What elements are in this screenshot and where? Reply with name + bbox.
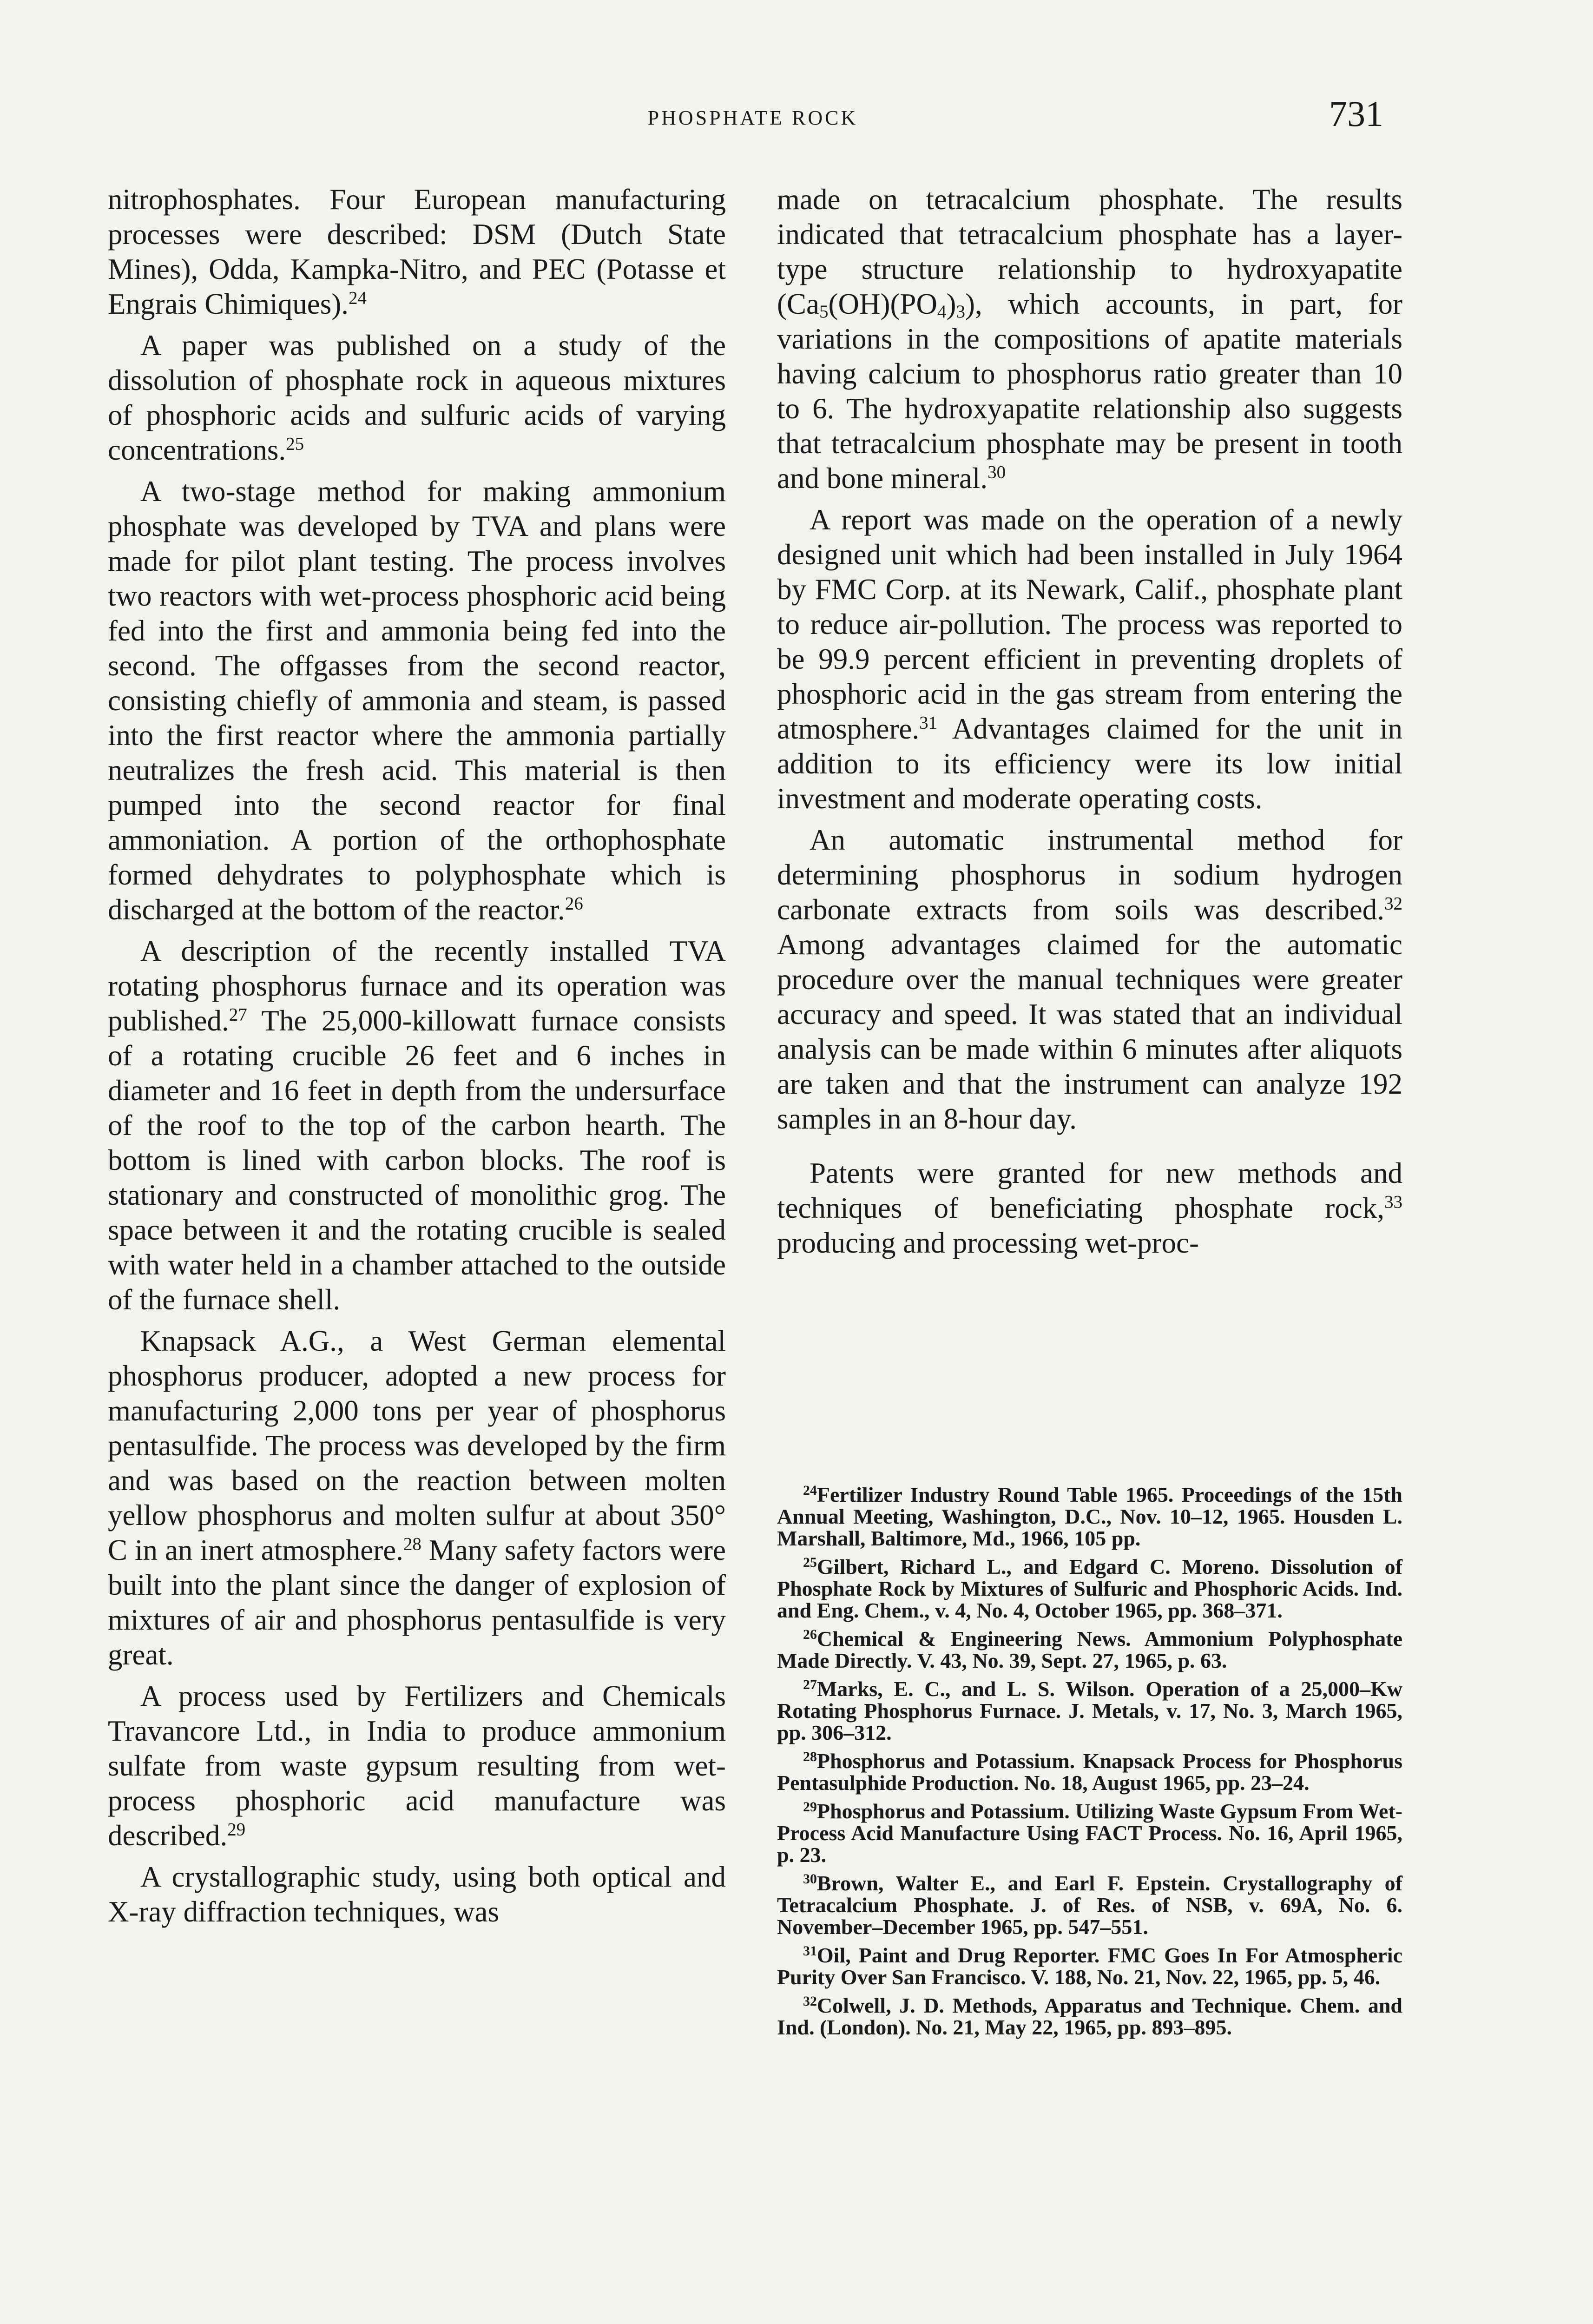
paragraph: A two-stage method for making ammonium phosphate was developed by TVA and plans were made for pilot plant testing. The process involves two reactors with wet-process phosphoric acid being fed into the first and ammonia being fed into the second. The offgasses from the second reactor, consisting chiefly of ammonia and steam, is passed into the first reactor where the ammonia partially neutralizes the fresh acid. This material is then pumped into the second reactor for final ammoniation. A portion of the orthophosphate formed dehydrates to polyphosphate which is discharged at the bottom of the reactor.$^{26}$ <box>108 475 726 926</box>
paragraph: A report was made on the operation of a newly designed unit which had been installed in July 1964 by FMC Corp. at its Newark, Calif., phosphate plant to reduce air-pollution. The process was reported to be 99.9 percent efficient in preventing droplets of phosphoric acid in the gas stream from entering the atmosphere.$^{31}$ Advantages claimed for the unit in addition to its efficiency were its low initial investment and moderate operating costs. <box>777 503 1402 815</box>
footnote-ref: 30 <box>987 462 1006 482</box>
paragraph: nitrophosphates. Four European manufacturing processes were described: DSM (Dutch State Mines), Odda, Kampka-Nitro, and PEC (Potasse et Engrais Chimiques).$^{24}$ <box>108 183 726 320</box>
paragraph: A process used by Fertilizers and Chemicals Travancore Ltd., in India to produce ammonium sulfate from waste gypsum resulting from wet-process phosphoric acid manufacture was described.$^{29}$ <box>108 1680 726 1852</box>
footnote-ref: 31 <box>919 713 938 733</box>
footnote-ref: 32 <box>1384 893 1402 914</box>
footnote-ref: 26 <box>565 893 583 914</box>
left-column <box>108 182 726 1936</box>
paragraph: Patents were granted for new methods and techniques of beneficiating phosphate rock,$^{33}$ producing and processing wet-proc- <box>777 1157 1402 1259</box>
footnote: $^{30}$Brown, Walter E., and Earl F. Epstein. Crystallography of Tetracalcium Phosphate. J. of Res. of NSB, v. 69A, No. 6. November–December 1965, pp. 547–551. <box>777 1871 1402 1939</box>
paragraph: A crystallographic study, using both optical and X-ray diffraction techniques, was <box>108 1861 726 1928</box>
footnote-ref: 28 <box>403 1534 421 1554</box>
running-title: PHOSPHATE ROCK <box>647 106 858 129</box>
footnote: $^{31}$Oil, Paint and Drug Reporter. FMC Goes In For Atmospheric Purity Over San Francisco. V. 188, No. 21, Nov. 22, 1965, pp. 5, 46. <box>777 1943 1402 1989</box>
page-header <box>0 93 1593 149</box>
footnote: $^{27}$Marks, E. C., and L. S. Wilson. Operation of a 25,000–Kw Rotating Phosphorus Furnace. J. Metals, v. 17, No. 3, March 1965, pp. 306–312. <box>777 1677 1402 1744</box>
page-number: 731 <box>1329 93 1383 134</box>
footnote: $^{24}$Fertilizer Industry Round Table 1965. Proceedings of the 15th Annual Meeting, Washington, D.C., Nov. 10–12, 1965. Housden L. Marshall, Baltimore, Md., 1966, 105 pp. <box>777 1483 1402 1550</box>
footnote: $^{32}$Colwell, J. D. Methods, Apparatus and Technique. Chem. and Ind. (London). No. 21, May 22, 1965, pp. 893–895. <box>777 1994 1402 2039</box>
paragraph: A description of the recently installed TVA rotating phosphorus furnace and its operation was published.$^{27}$ The 25,000-killowatt furnace consists of a rotating crucible 26 feet and 6 inches in diameter and 16 feet in depth from the undersurface of the roof to the top of the carbon hearth. The bottom is lined with carbon blocks. The roof is stationary and constructed of monolithic grog. The space between it and the rotating crucible is sealed with water held in a chamber attached to the outside of the furnace shell. <box>108 935 726 1316</box>
paragraph: made on tetracalcium phosphate. The results indicated that tetracalcium phosphate has a layer-type structure relationship to hydroxyapatite $(Ca_5(OH)(PO_4)_3)$, which accounts, in part, for variations in the compositions of apatite materials having calcium to phosphorus ratio greater than 10 to 6. The hydroxyapatite relationship also suggests that tetracalcium phosphate may be present in tooth and bone mineral.$^{30}$ <box>777 183 1402 495</box>
right-column <box>777 182 1402 1267</box>
footnote-ref: 25 <box>286 434 304 454</box>
footnote-ref: 27 <box>229 1004 247 1025</box>
footnote: $^{29}$Phosphorus and Potassium. Utilizing Waste Gypsum From Wet-Process Acid Manufacture Using FACT Process. No. 16, April 1965, p. 23. <box>777 1799 1402 1867</box>
footnotes <box>777 1484 1402 2045</box>
footnote-ref: 24 <box>348 288 367 308</box>
footnote: $^{28}$Phosphorus and Potassium. Knapsack Process for Phosphorus Pentasulphide Production. No. 18, August 1965, pp. 23–24. <box>777 1749 1402 1795</box>
footnote: $^{25}$Gilbert, Richard L., and Edgard C. Moreno. Dissolution of Phosphate Rock by Mixtures of Sulfuric and Phosphoric Acids. Ind. and Eng. Chem., v. 4, No. 4, October 1965, pp. 368–371. <box>777 1555 1402 1622</box>
footnote-ref: 33 <box>1384 1192 1402 1212</box>
paragraph: A paper was published on a study of the dissolution of phosphate rock in aqueous mixtures of phosphoric acids and sulfuric acids of varying concentrations.$^{25}$ <box>108 329 726 466</box>
footnote-ref: 29 <box>227 1819 246 1840</box>
paragraph: Knapsack A.G., a West German elemental phosphorus producer, adopted a new process for manufacturing 2,000 tons per year of phosphorus pentasulfide. The process was developed by the firm and was based on the reaction between molten yellow phosphorus and molten sulfur at about 350° C in an inert atmosphere.$^{28}$ Many safety factors were built into the plant since the danger of explosion of mixtures of air and phosphorus pentasulfide is very great. <box>108 1325 726 1671</box>
footnote: $^{26}$Chemical & Engineering News. Ammonium Polyphosphate Made Directly. V. 43, No. 39, Sept. 27, 1965, p. 63. <box>777 1627 1402 1672</box>
paragraph: An automatic instrumental method for determining phosphorus in sodium hydrogen carbonate extracts from soils was described.$^{32}$ Among advantages claimed for the automatic procedure over the manual techniques were greater accuracy and speed. It was stated that an individual analysis can be made within 6 minutes after aliquots are taken and that the instrument can analyze 192 samples in an 8-hour day. <box>777 824 1402 1135</box>
